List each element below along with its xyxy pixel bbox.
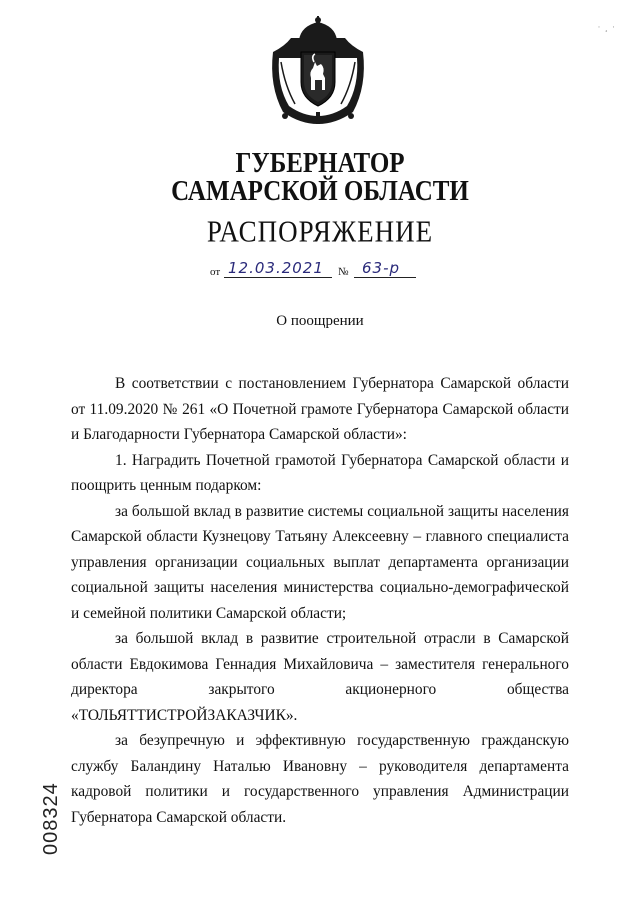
handwritten-date: 12.03.2021	[228, 259, 324, 277]
document-body	[71, 371, 569, 830]
number-underline	[354, 277, 416, 278]
award-paragraph-1: за большой вклад в развитие системы социальной защиты населения Самарской области Кузнецову Татьяну Алексеевну – главного специалиста управления организации социальных выплат департамента организации социальной защиты населения министерства социально-демографической и семейной политики Самарской области;	[71, 502, 569, 622]
coat-of-arms-icon	[265, 16, 371, 128]
document-subject: О поощрении	[276, 313, 364, 329]
org-title-line2: САМАРСКОЙ ОБЛАСТИ	[171, 176, 469, 207]
intro-paragraph: В соответствии с постановлением Губернатора Самарской области от 11.09.2020 № 261 «О Почетной грамоте Губернатора Самарской области и Благодарности Губернатора Самарской области»:	[71, 375, 569, 443]
registration-line	[210, 258, 450, 280]
document-type: РАСПОРЯЖЕНИЕ	[206, 213, 434, 249]
corner-stamp-mark: · ¸ ·	[597, 22, 616, 32]
date-underline	[224, 277, 332, 278]
number-prefix: №	[338, 266, 349, 278]
date-prefix: от	[210, 266, 221, 278]
org-title-line1: ГУБЕРНАТОР	[235, 148, 405, 179]
side-serial-number: 008324	[40, 782, 62, 855]
item-1-paragraph: 1. Наградить Почетной грамотой Губернатора Самарской области и поощрить ценным подарком:	[71, 451, 569, 494]
handwritten-number: 63-р	[362, 259, 401, 277]
award-paragraph-3: за безупречную и эффективную государственную гражданскую службу Баландину Наталью Ивановну – руководителя департамента кадровой политики и государственного управления Администрации Губернатора Самарской области.	[71, 732, 569, 826]
award-paragraph-2: за большой вклад в развитие строительной отрасли в Самарской области Евдокимова Геннадия Михайловича – заместителя генерального директора закрытого акционерного общества «ТОЛЬЯТТИСТРОЙЗАКАЗЧИК».	[71, 630, 569, 724]
